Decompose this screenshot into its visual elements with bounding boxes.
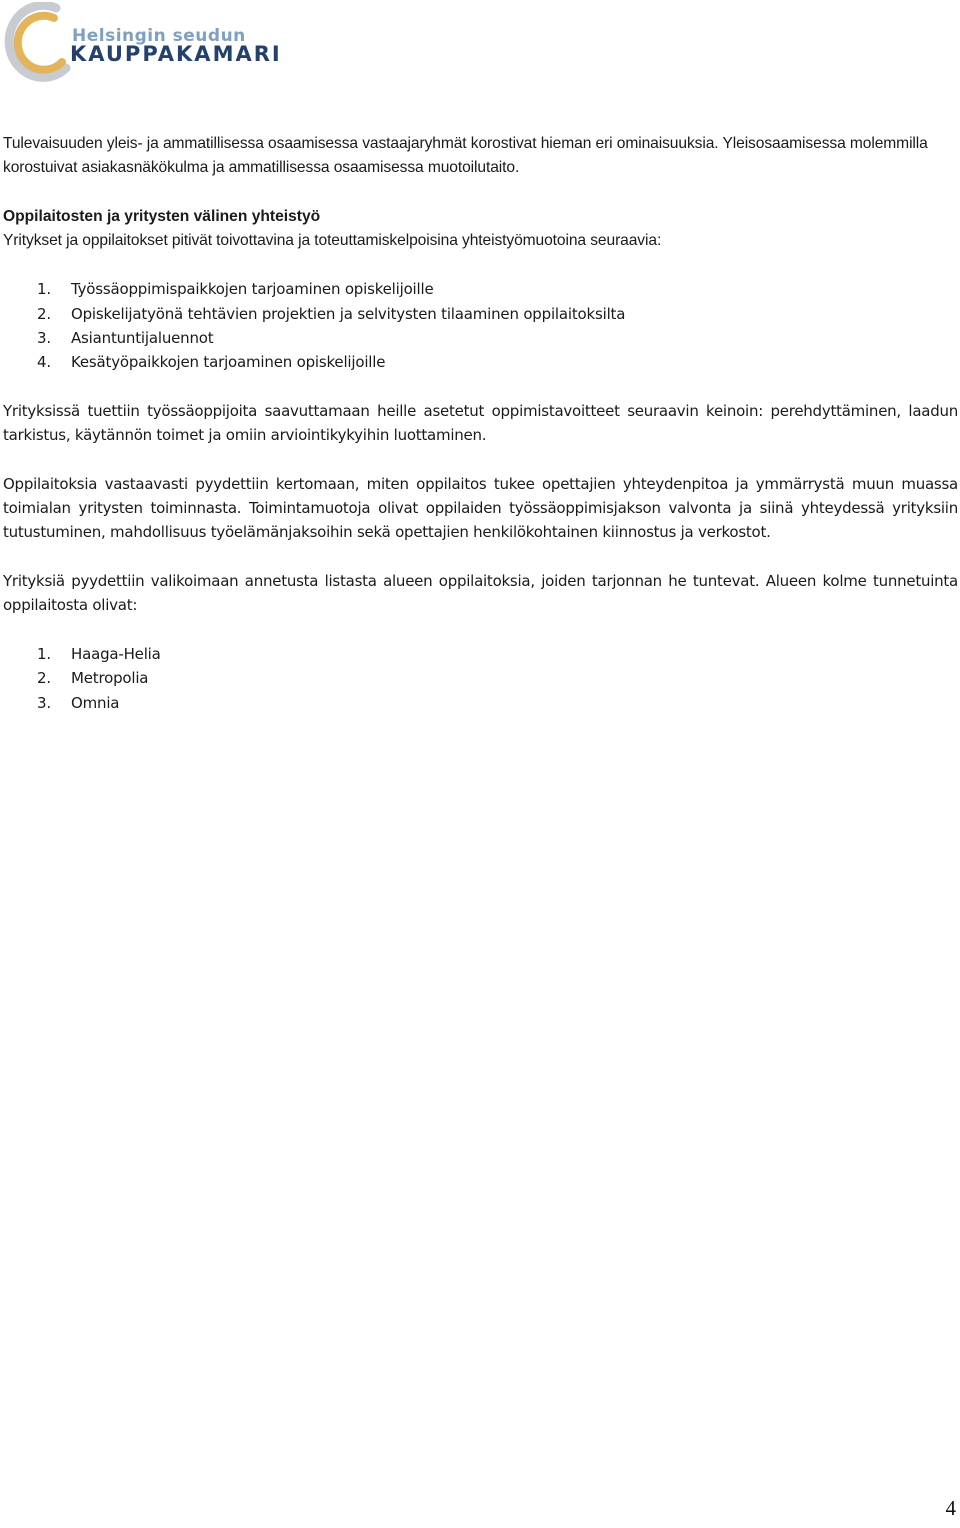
section-heading: Oppilaitosten ja yritysten välinen yhteistyö (3, 207, 321, 225)
page-number: 4 (945, 1496, 956, 1520)
list-item (3, 277, 958, 301)
list-text: Asiantuntijaluennot (71, 329, 214, 348)
list-item (3, 666, 958, 690)
list-text: Omnia (71, 693, 120, 712)
logo-arc-icon (4, 2, 74, 82)
section-intro: Yritykset ja oppilaitokset pitivät toivottavina ja toteuttamiskelpoisina yhteistyömuotoina seuraavia: (3, 231, 662, 249)
intro-paragraph: Tulevaisuuden yleis- ja ammatillisessa osaamisessa vastaajaryhmät korostivat hieman eri ominaisuuksia. Yleisosaamisessa molemmilla korostuivat asiakasnäkökulma ja ammatillisessa osaamisessa muotoilutaito. (3, 135, 928, 177)
list-item (3, 326, 958, 350)
companies-paragraph: Yrityksissä tuettiin työssäoppijoita saavuttamaan heille asetetut oppimistavoitteet seuraavin keinoin: perehdyttäminen, laadun tarkistus, käytännön toimet ja omiin arviointikykyihin luottaminen. (3, 401, 958, 445)
list-item (3, 350, 958, 374)
list-number: 2. (37, 669, 51, 688)
list-text: Kesätyöpaikkojen tarjoaminen opiskelijoille (71, 353, 386, 372)
list-text: Metropolia (71, 669, 149, 688)
schools-list (3, 642, 958, 715)
document-body (3, 132, 958, 715)
chamber-of-commerce-logo (4, 2, 284, 82)
list-number: 2. (37, 304, 51, 323)
logo-text-top: Helsingin seudun (72, 26, 246, 46)
known-schools-paragraph: Yrityksiä pyydettiin valikoimaan annetusta listasta alueen oppilaitoksia, joiden tarjonnan he tuntevat. Alueen kolme tunnetuinta oppilaitosta olivat: (3, 572, 958, 615)
list-number: 3. (37, 693, 51, 712)
logo-text-bottom: KAUPPAKAMARI (70, 42, 282, 66)
list-number: 3. (37, 329, 51, 348)
list-text: Työssäoppimispaikkojen tarjoaminen opiskelijoille (71, 280, 434, 299)
list-text: Opiskelijatyönä tehtävien projektien ja selvitysten tilaaminen oppilaitoksilta (71, 304, 626, 323)
list-number: 1. (37, 644, 51, 663)
list-item (3, 302, 958, 326)
list-item (3, 642, 958, 666)
list-item (3, 691, 958, 715)
cooperation-list (3, 277, 958, 374)
list-text: Haaga-Helia (71, 644, 161, 663)
list-number: 1. (37, 280, 51, 299)
list-number: 4. (37, 353, 51, 372)
schools-paragraph: Oppilaitoksia vastaavasti pyydettiin kertomaan, miten oppilaitos tukee opettajien yhteydenpitoa ja ymmärrystä muun muassa toimialan yritysten toiminnasta. Toimintamuotoja olivat oppilaiden työssäoppimisjakson valvonta ja siinä yhteydessä yrityksiin tutustuminen, mahdollisuus työelämänjaksoihin sekä opettajien henkilökohtainen kiinnostus ja verkostot. (3, 474, 958, 542)
